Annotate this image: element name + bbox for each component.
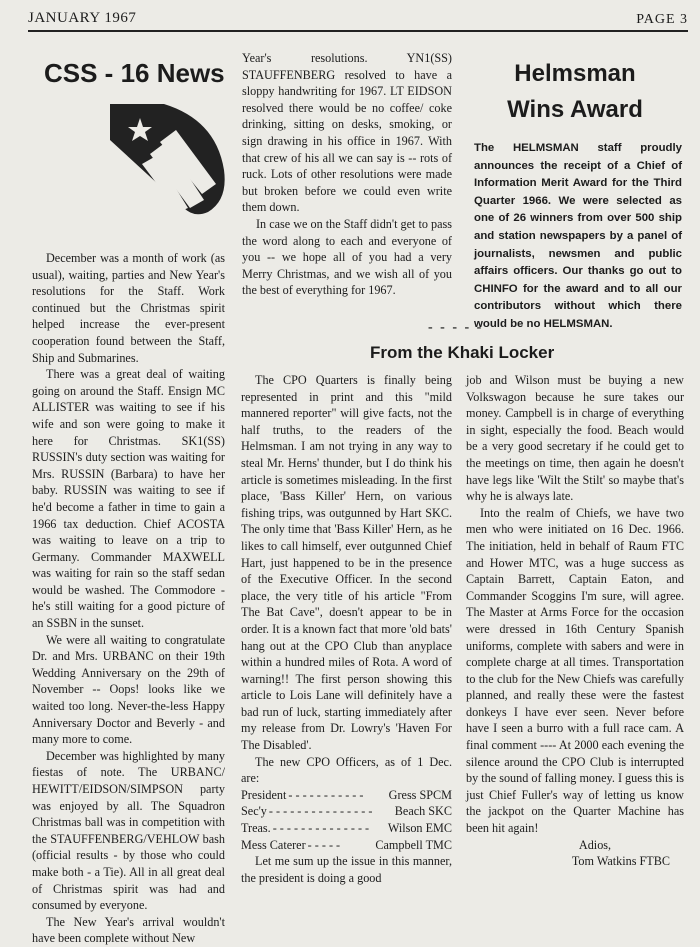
khaki-column-2 [466,372,684,870]
section-separator: - - - - - [428,320,484,335]
officer-name: Wilson EMC [387,821,452,836]
shoulder-board-insignia-icon [104,100,234,220]
officer-role: Mess Caterer [241,837,306,852]
signoff: Adios, [578,837,612,852]
css16-paragraph: There was a great deal of waiting going on around the Staff. Ensign MC ALLISTER was waiting to see if his wife and son were going to make it here for Christmas. SK1(SS) RUSSIN's duty section was waiting for Mrs. RUSSIN (Barbara) to have her baby. RUSSIN was waiting to see if he'd become a father in time to gain a 1966 tax deduction. Chief ACOSTA was waiting to leave on a trip to Germany. Commander MAXWELL was waiting for rain so the staff sedan would be washed. The Commodore - he's still waiting for a good picture of an SSBN in the sunset. [32,367,225,631]
officer-leader-dots: - - - - - - - - - - - - - - - [268,804,373,819]
officer-leader-dots: - - - - - - - - - - - [288,787,364,802]
author-byline: Tom Watkins FTBC [571,854,670,869]
css16-continued-paragraph: In case we on the Staff didn't get to pass the word along to each and everyone of you -- we hope all of you had a very Merry Christmas, and we wish all of you the best of everything for 1967. [242,216,452,298]
officer-role: Treas. [241,821,271,836]
khaki-paragraph: job and Wilson must be buying a new Volkswagon because he sure takes our money. Campbell is in charge of everything in sight, especially the food. Beach would be a very good secretary if he could get to the meetings on time, then again he doesn't have legs like 'Wilt the Stilt' so maybe that's why he is always late. [466,373,684,504]
officer-role: President [241,787,287,802]
css16-continued-paragraph: Year's resolutions. YN1(SS) STAUFFENBERG resolved to have a sloppy handwriting for 1967. LT EIDSON resolved there would be no coffee/ coke drinking, sitting on desks, smoking, or sign drawing in his office in 1967. With that crew of his all we can say is -- rots of ruck. Lots of other resolutions were made but broken before we could even write them down. [242,51,452,215]
css16-column-2 [242,50,452,299]
helmsman-title [470,56,680,128]
khaki-column-1 [241,372,452,886]
officer-leader-dots: - - - - - [307,837,341,852]
helmsman-title-line-1: Helmsman [514,60,636,87]
officer-row [241,803,452,820]
khaki-paragraph: The CPO Quarters is finally being represented in print and this "mild mannered reporter" will give facts, not the half truths, to the readers of the Helmsman. I am not trying in any way to steal Mr. Herns' thunder, but I do think his article is sometimes misleading. In the first place, 'Bass Killer' Hern, on various fishing trips, was outgunned by Hart SKC. The only time that 'Bass Killer' Hern, as he likes to call himself, ever outgunned Chief Hart, just happened to be in the presence of the Executive Officer. In the second place, the very title of his article "From The Bat Cave", doesn't appear to be in order. It is a known fact that more 'old bats' hang out at the CPO Club than anyplace within a hundred miles of Rota. A word of warning!! The first person showing this article to Lois Lane will definitely have a bad run of luck, starting immediately after my release from Dr. Lowry's 'Haven For The Disabled'. [241,373,452,753]
css16-column-1 [32,250,225,947]
css16-paragraph: December was highlighted by many fiestas of note. The URBANC/ HEWITT/EIDSON/SIMPSON party was enjoyed by all. The Squadron Christmas ball was in competition with the STAUFFENBERG/VEHLOW bash (official results - by those who could make both - a Tie). All in all great deal of Christmas spirit was had and consumed by everyone. [32,748,225,913]
officer-name: Campbell TMC [375,837,452,852]
officer-leader-dots: - - - - - - - - - - - - - - [272,821,370,836]
css16-paragraph: December was a month of work (as usual), waiting, parties and New Year's resolutions for the Staff. Work continued but the Christmas spirit helped increase the ever-present cooperation found between the Staff, Ship and Submarines. [32,251,225,365]
officer-row [241,787,452,804]
khaki-paragraph: Let me sum up the issue in this manner, the president is doing a good [241,854,452,885]
khaki-paragraph: The new CPO Officers, as of 1 Dec. are: [241,754,452,786]
issue-date: JANUARY 1967 [28,10,137,26]
page-header [28,10,688,32]
page-number: PAGE 3 [636,12,688,27]
css16-paragraph: The New Year's arrival wouldn't have been complete without New [32,914,225,946]
officer-name: Beach SKC [394,804,452,819]
officer-name: Gress SPCM [388,787,452,802]
officer-row [241,837,452,854]
officer-row [241,820,452,837]
khaki-locker-title: From the Khaki Locker [370,343,555,362]
css16-paragraph: We were all waiting to congratulate Dr. and Mrs. URBANC on their 19th Wedding Anniversary on the 29th of November -- Oops! looks like we waited too long. Never-the-less Happy Anniversary Doctor and Beverly - and many more to come. [32,632,225,747]
helmsman-title-line-2: Wins Award [507,96,643,123]
officer-role: Sec'y [241,804,267,819]
khaki-paragraph: Into the realm of Chiefs, we have two men who were initiated on 16 Dec. 1966. The initiation, held in behalf of Raum FTC and Hower MTC, was a huge success as Captain Barrett, Captain Eaton, and Commander Scoggins I'm sure, will agree. The Master at Arms Force for the occasion were dressed in 16th Century Spanish uniforms, complete with sabers and were in complete charge at all times. Transportation to the club for the New Chiefs was carefully planned, and really these were the fastest donkeys I have ever seen. Never before have I seen a burro with a full race cam. A final comment ---- At 2000 each evening the silence around the CPO Club is interrupted by the sound of falling money. I guess this is just Chief Fuller's way of letting us know the jackpot on the Quarter Machine has been hit again! [466,505,684,836]
helmsman-body: The HELMSMAN staff proudly announces the receipt of a Chief of Information Merit Award for the Third Quarter 1966. We were selected as one of 26 winners from over 500 ship and station newspapers by a panel of journalists, newsmen and public affairs officers. Our thanks go out to CHINFO for the award and to all our contributors without which there would be no HELMSMAN. [474,142,682,330]
css16-title: CSS - 16 News [44,58,225,88]
